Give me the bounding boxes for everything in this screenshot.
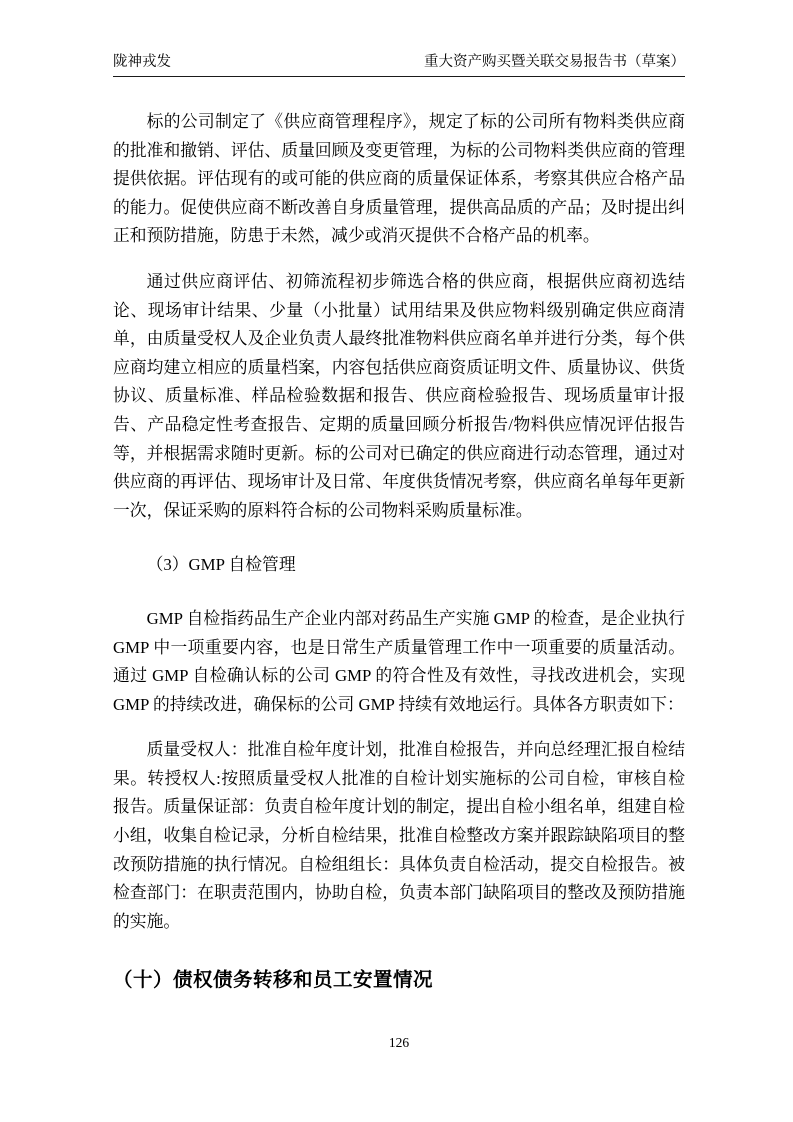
paragraph-self-inspection-responsibilities: 质量受权人：批准自检年度计划，批准自检报告，并向总经理汇报自检结果。转授权人:按照质量受权人批准的自检计划实施标的公司自检，审核自检报告。质量保证部：负责自检年度计划的制定，提出自检小组名单，组建自检小组，收集自检记录，分析自检结果，批准自检整改方案并跟踪缺陷项目的整改预防措施的执行情况。自检组组长：具体负责自检活动，提交自检报告。被检查部门：在职责范围内，协助自检，负责本部门缺陷项目的整改及预防措施的实施。 [113, 740, 685, 931]
subheading-gmp-self-inspection: （3）GMP 自检管理 [146, 555, 296, 575]
document-body [113, 108, 685, 993]
section-heading-debt-transfer-employee-placement: （十）债权债务转移和员工安置情况 [113, 969, 434, 992]
header-company-name: 陇神戎发 [113, 54, 171, 70]
page-footer [113, 1035, 685, 1051]
header-report-title: 重大资产购买暨关联交易报告书（草案） [424, 54, 685, 70]
content-column [113, 0, 685, 1050]
page-header [113, 0, 685, 77]
paragraph-supplier-evaluation-process: 通过供应商评估、初筛流程初步筛选合格的供应商，根据供应商初选结论、现场审计结果、少量（小批量）试用结果及供应物料级别确定供应商清单，由质量受权人及企业负责人最终批准物料供应商名单并进行分类，每个供应商均建立相应的质量档案，内容包括供应商资质证明文件、质量协议、供货协议、质量标准、样品检验数据和报告、供应商检验报告、现场质量审计报告、产品稳定性考查报告、定期的质量回顾分析报告/物料供应情况评估报告等，并根据需求随时更新。标的公司对已确定的供应商进行动态管理，通过对供应商的再评估、现场审计及日常、年度供货情况考察，供应商名单每年更新一次，保证采购的原料符合标的公司物料采购质量标准。 [113, 271, 685, 520]
paragraph-gmp-self-inspection-definition: GMP 自检指药品生产企业内部对药品生产实施 GMP 的检查，是企业执行 GMP 中一项重要内容，也是日常生产质量管理工作中一项重要的质量活动。通过 GMP 自检确认标的公司 GMP 的符合性及有效性，寻找改进机会，实现 GMP 的持续改进，确保标的公司 GMP 持续有效地运行。具体各方职责如下： [113, 608, 685, 714]
paragraph-supplier-management-program: 标的公司制定了《供应商管理程序》，规定了标的公司所有物料类供应商的批准和撤销、评估、质量回顾及变更管理，为标的公司物料类供应商的管理提供依据。评估现有的或可能的供应商的质量保证体系，考察其供应合格产品的能力。促使供应商不断改善自身质量管理，提供高品质的产品；及时提出纠正和预防措施，防患于未然，减少或消灭提供不合格产品的机率。 [113, 112, 685, 246]
page-number: 126 [388, 1035, 410, 1050]
